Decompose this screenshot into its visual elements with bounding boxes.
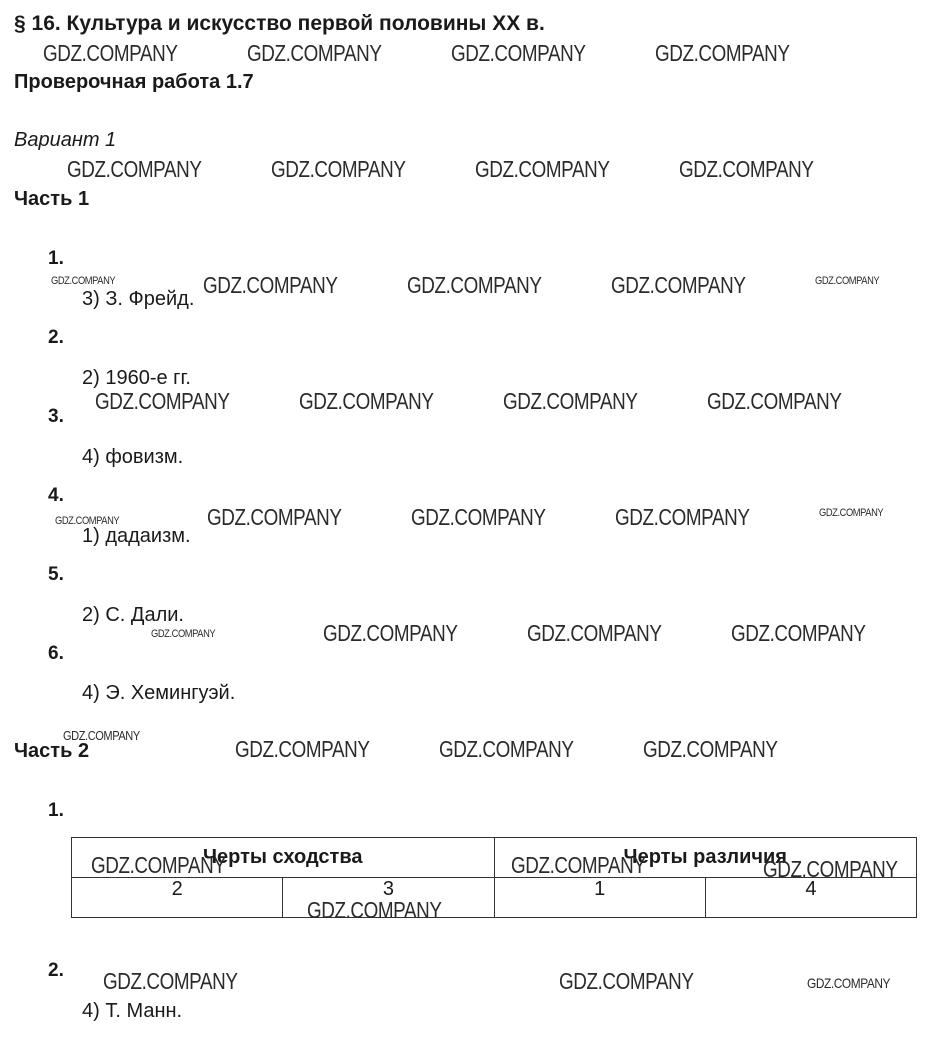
watermark: GDZ.COMPANY [807, 975, 891, 991]
watermark: GDZ.COMPANY [63, 728, 140, 743]
table-header-differences: Черты различия [494, 838, 917, 878]
question-number: 3. [48, 406, 64, 427]
watermark: GDZ.COMPANY [91, 852, 226, 878]
watermark: GDZ.COMPANY [103, 968, 238, 994]
watermark: GDZ.COMPANY [451, 40, 586, 66]
watermark: GDZ.COMPANY [475, 156, 610, 182]
watermark: GDZ.COMPANY [299, 388, 434, 414]
table-cell: 3 [283, 878, 494, 918]
watermark: GDZ.COMPANY [819, 507, 884, 519]
table-cell: 4 [705, 878, 916, 918]
watermark: GDZ.COMPANY [815, 275, 880, 287]
question-number: 1. [48, 248, 64, 269]
watermark: GDZ.COMPANY [411, 504, 546, 530]
watermark: GDZ.COMPANY [503, 388, 638, 414]
question-number: 2. [48, 960, 64, 981]
answer-text: 1) дадаизм. [82, 525, 191, 547]
watermark: GDZ.COMPANY [707, 388, 842, 414]
question-number: 6. [48, 643, 64, 664]
watermark: GDZ.COMPANY [307, 897, 442, 923]
part1-heading: Часть 1 [14, 188, 90, 210]
watermark: GDZ.COMPANY [511, 852, 646, 878]
watermark: GDZ.COMPANY [527, 620, 662, 646]
answer-text: 4) Т. Манн. [82, 1000, 183, 1022]
watermark: GDZ.COMPANY [247, 40, 382, 66]
question-number: 1. [48, 800, 64, 821]
watermark: GDZ.COMPANY [207, 504, 342, 530]
watermark: GDZ.COMPANY [55, 515, 120, 527]
answer-text: 3) З. Фрейд. [82, 288, 195, 310]
question-number: 2. [48, 327, 64, 348]
answer-text: 4) фовизм. [82, 446, 184, 468]
watermark: GDZ.COMPANY [271, 156, 406, 182]
watermark: GDZ.COMPANY [763, 856, 898, 882]
watermark: GDZ.COMPANY [51, 275, 116, 287]
watermark: GDZ.COMPANY [95, 388, 230, 414]
watermark: GDZ.COMPANY [615, 504, 750, 530]
watermark: GDZ.COMPANY [611, 272, 746, 298]
answer-text: 2) С. Дали. [82, 604, 184, 626]
watermark: GDZ.COMPANY [731, 620, 866, 646]
watermark: GDZ.COMPANY [43, 40, 178, 66]
watermark: GDZ.COMPANY [407, 272, 542, 298]
table-cell: 2 [72, 878, 283, 918]
page-title: § 16. Культура и искусство первой половины XX в. [14, 12, 545, 35]
watermark: GDZ.COMPANY [643, 736, 778, 762]
answer-text: 4) Э. Хемингуэй. [82, 682, 236, 704]
watermark: GDZ.COMPANY [151, 628, 216, 640]
question-number: 5. [48, 564, 64, 585]
variant-label: Вариант 1 [14, 129, 117, 151]
watermark: GDZ.COMPANY [235, 736, 370, 762]
work-title: Проверочная работа 1.7 [14, 71, 254, 93]
question-number: 4. [48, 485, 64, 506]
watermark: GDZ.COMPANY [559, 968, 694, 994]
watermark: GDZ.COMPANY [679, 156, 814, 182]
table-cell: 1 [494, 878, 705, 918]
watermark: GDZ.COMPANY [439, 736, 574, 762]
table-header-similarities: Черты сходства [72, 838, 495, 878]
watermark: GDZ.COMPANY [655, 40, 790, 66]
watermark: GDZ.COMPANY [67, 156, 202, 182]
answer-text: 2) 1960-е гг. [82, 367, 191, 389]
part2-heading: Часть 2 [14, 740, 90, 762]
watermark: GDZ.COMPANY [323, 620, 458, 646]
watermark: GDZ.COMPANY [203, 272, 338, 298]
answer-table [71, 837, 917, 918]
